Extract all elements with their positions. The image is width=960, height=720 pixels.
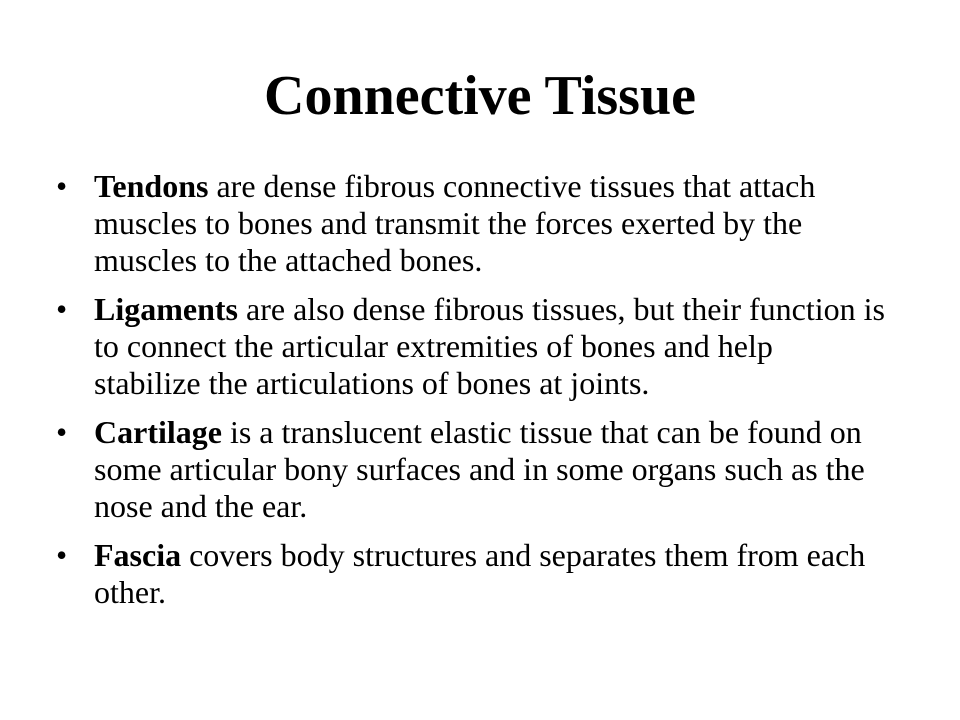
bullet-dot-icon: • [56,291,68,327]
bullet-dot-icon: • [56,414,68,450]
bullet-item-fascia [56,537,886,611]
bullet-list [56,168,886,623]
bullet-term: Tendons [94,168,209,204]
bullet-item-ligaments [56,291,886,402]
bullet-dot-icon: • [56,537,68,573]
bullet-text: are dense fibrous connective tissues that attach muscles to bones and transmit the forces exerted by the muscles to the attached bones. [94,168,816,278]
bullet-text: are also dense fibrous tissues, but their function is to connect the articular extremities of bones and help stabilize the articulations of bones at joints. [94,291,885,401]
bullet-term: Fascia [94,537,182,573]
bullet-dot-icon: • [56,168,68,204]
bullet-text: is a translucent elastic tissue that can be found on some articular bony surfaces and in some organs such as the nose and the ear. [94,414,865,524]
bullet-term: Cartilage [94,414,222,450]
bullet-term: Ligaments [94,291,238,327]
bullet-text: covers body structures and separates them from each other. [94,537,866,610]
slide-title: Connective Tissue [264,65,696,127]
bullet-item-cartilage [56,414,886,525]
bullet-item-tendons [56,168,886,279]
